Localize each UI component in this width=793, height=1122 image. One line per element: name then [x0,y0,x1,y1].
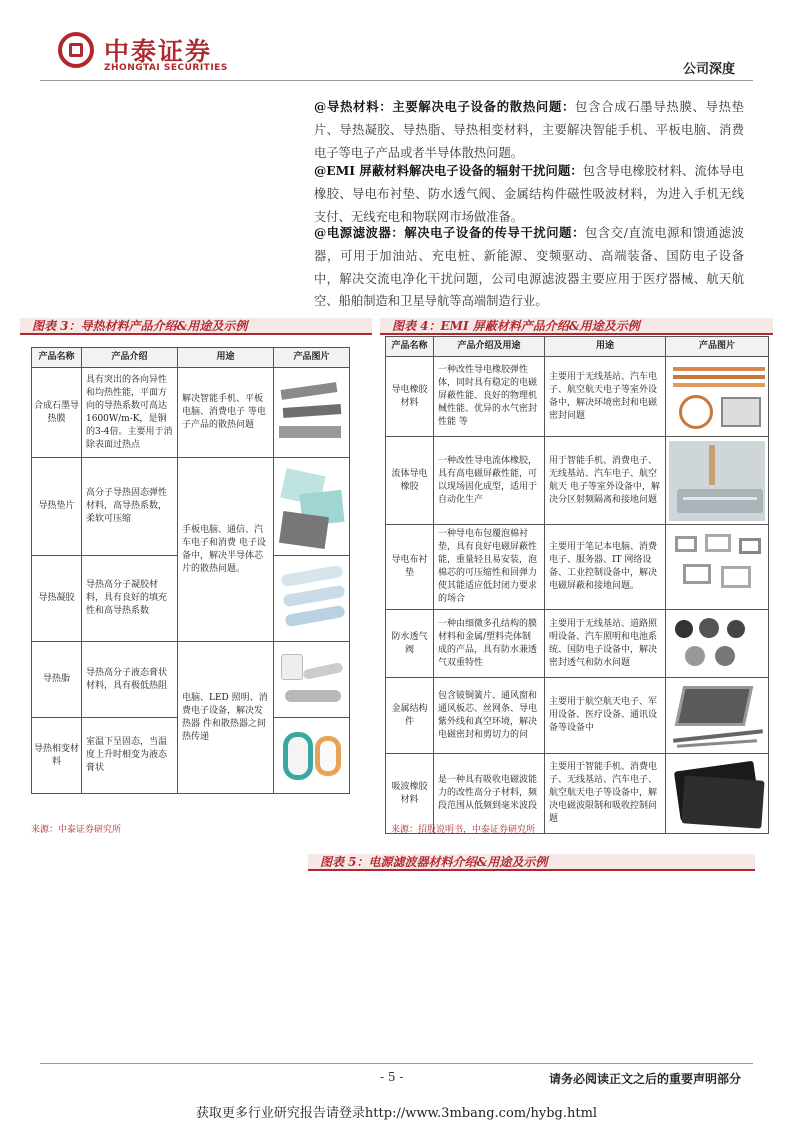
bottom-link[interactable]: 获取更多行业研究报告请登录http://www.3mbang.com/hybg.html [195,1106,598,1121]
product-name: 导热垫片 [32,458,82,556]
metal-parts-photo [669,682,765,750]
product-name: 流体导电橡胶 [386,437,434,525]
product-image-cell [274,642,350,718]
table-header-row [32,348,350,368]
col-header: 产品名称 [386,337,434,357]
product-use: 主要用于笔记本电脑、消费电子、服务器、IT 网络设备、工业控制设备中，解决电磁屏蔽和接地问题。 [545,525,666,610]
table-row [32,368,350,458]
footer-divider [40,1063,753,1064]
product-image-cell [666,754,769,834]
absorber-sheet-photo [669,758,765,830]
figure-4-source: 来源：招股说明书，中泰证券研究所 [391,825,536,835]
product-name: 导电布衬垫 [386,525,434,610]
product-image-cell [666,437,769,525]
figure-5-title: 图表 5：电源滤波器材料介绍&用途及示例 [308,854,755,871]
col-header: 产品介绍及用途 [434,337,545,357]
table-row [386,437,769,525]
product-name: 导热脂 [32,642,82,718]
product-image-cell [274,556,350,642]
paragraph-filter-body: 包含交/直流电源和馈通滤波器，可用于加油站、充电桩、新能源、变频驱动、高端装备、国防电子设备中，解决交流电净化干扰问题，公司电源滤波器主要应用于医疗器械、航天航空、船舶制造和卫星导航等高端制造行业。 [314,226,744,309]
logo-english-name: ZHONGTAI SECURITIES [104,63,228,73]
table-row [32,458,350,556]
table-row [386,678,769,754]
table-header-row [386,337,769,357]
page-number: - 5 - [380,1070,404,1084]
product-intro: 导热高分子凝胶材料，具有良好的填充性和高导热系数 [82,556,178,642]
product-name: 合成石墨导热膜 [32,368,82,458]
figure-3-title: 图表 3：导热材料产品介绍&用途及示例 [20,318,372,335]
figure-4-title: 图表 4：EMI 屏蔽材料产品介绍&用途及示例 [380,318,773,335]
product-intro: 一种改性导电橡胶弹性体，同时具有稳定的电磁屏蔽性能、良好的物理机械性能、优异的水气密封性能 等 [434,357,545,437]
product-intro: 一种改性导电流体橡胶，具有高电磁屏蔽性能，可以现场固化成型，适用于自动化生产 [434,437,545,525]
paragraph-thermal-body: 包含合成石墨导热膜、导热垫片、导热凝胶、导热脂、导热相变材料，主要解决智能手机、平板电脑、消费电子等电子产品或者半导体散热问题。 [314,100,744,160]
product-image-cell [666,610,769,678]
product-intro: 导热高分子液态膏状材料，具有极低热阻 [82,642,178,718]
product-use: 主要用于航空航天电子、军用设备、医疗设备、通讯设备等设备中 [545,678,666,754]
table-row [386,610,769,678]
product-image-cell [274,458,350,556]
product-use: 用于智能手机、消费电子、无线基站、汽车电子、航空航天 电子等室外设备中，解决分区射频隔离和接地问题 [545,437,666,525]
fluid-rubber-photo [669,441,765,521]
figure-4-table [385,336,769,834]
product-name: 吸波橡胶材料 [386,754,434,834]
product-use: 电脑、LED 照明、消费电子设备，解决发热器 件和散热器之间热传递 [178,642,274,794]
product-use: 主要用于无线基站、道路照明设备、汽车照明和电池系统、国防电子设备中，解决密封透气和防水问题 [545,610,666,678]
product-image-cell [666,525,769,610]
product-name: 导电橡胶材料 [386,357,434,437]
figure-3-source: 来源：中泰证券研究所 [31,825,122,835]
col-header: 产品图片 [274,348,350,368]
col-header: 产品图片 [666,337,769,357]
product-name: 防水透气阀 [386,610,434,678]
col-header: 产品介绍 [82,348,178,368]
thermal-grease-photo [277,646,346,714]
graphite-film-photo [277,372,346,454]
conductive-rubber-photo [669,361,765,433]
col-header: 用途 [545,337,666,357]
header-divider [40,80,753,81]
vent-valve-photo [669,614,765,674]
thermal-gel-photo [277,560,346,638]
product-name: 导热相变材料 [32,718,82,794]
logo-chinese-name: 中泰证券 [104,37,213,66]
table-row [32,642,350,718]
paragraph-thermal-lead: @导热材料：主要解决电子设备的散热问题： [314,99,576,114]
paragraph-filter-lead: @电源滤波器：解决电子设备的传导干扰问题： [314,225,585,240]
product-intro: 室温下呈固态，当温度上升时相变为液态膏状 [82,718,178,794]
product-intro: 是一种具有吸收电磁波能力的改性高分子材料，频段范围从低频到毫米波段 [434,754,545,834]
company-logo-icon [58,32,94,68]
product-intro: 高分子导热固态弹性材料，高导热系数，柔软可压缩 [82,458,178,556]
paragraph-emi-lead: @EMI 屏蔽材料解决电子设备的辐射干扰问题： [314,163,583,178]
table-row [386,357,769,437]
document-type: 公司深度 [682,62,735,77]
product-use: 解决智能手机、平板电脑、消费电子 等电子产品的散热问题 [178,368,274,458]
product-image-cell [274,718,350,794]
product-use: 主要用于智能手机、消费电子、无线基站、汽车电子、航空航天电子等设备中，解决电磁波限制和吸收控制问题 [545,754,666,834]
table-row [386,525,769,610]
fabric-gasket-photo [669,530,765,604]
product-image-cell [274,368,350,458]
footer-disclaimer: 请务必阅读正文之后的重要声明部分 [548,1072,741,1086]
product-use: 手板电脑、通信、汽车电子和消费 电子设备中，解决半导体芯片的散热问题。 [178,458,274,642]
figure-3-table [31,347,350,794]
product-intro: 包含铍铜簧片、通风窗和通风板芯、丝网条、导电紫外线和真空环境，解决电磁密封和剪切力的问 [434,678,545,754]
phase-change-photo [277,722,346,790]
col-header: 产品名称 [32,348,82,368]
product-image-cell [666,357,769,437]
paragraph-filter [314,222,744,313]
product-intro: 一种由细微多孔结构的膜材料和金属/塑料壳体制成的产品，具有防水兼透气双重特性 [434,610,545,678]
paragraph-emi [314,160,744,228]
thermal-pad-photo [277,462,346,552]
product-intro: 具有突出的各向异性和均热性能，平面方向的导热系数可高达 1600W/m-K，是铜的3-4倍。主要用于消除表面过热点 [82,368,178,458]
paragraph-thermal [314,96,744,164]
paragraph-emi-body: 包含导电橡胶材料、流体导电橡胶、导电布衬垫、防水透气阀、金属结构件磁性吸波材料，为进入手机无线支付、无线充电和物联网市场做准备。 [314,164,744,224]
product-name: 金属结构件 [386,678,434,754]
product-intro: 一种导电布包覆泡棉衬垫，具有良好电磁屏蔽性能，重量轻且易安装，泡棉芯的可压缩性和回弹力使其能适应低封闭力要求的场合 [434,525,545,610]
col-header: 用途 [178,348,274,368]
product-use: 主要用于无线基站、汽车电子、航空航天电子等室外设备中，解决环境密封和电磁密封问题 [545,357,666,437]
product-image-cell [666,678,769,754]
product-name: 导热凝胶 [32,556,82,642]
